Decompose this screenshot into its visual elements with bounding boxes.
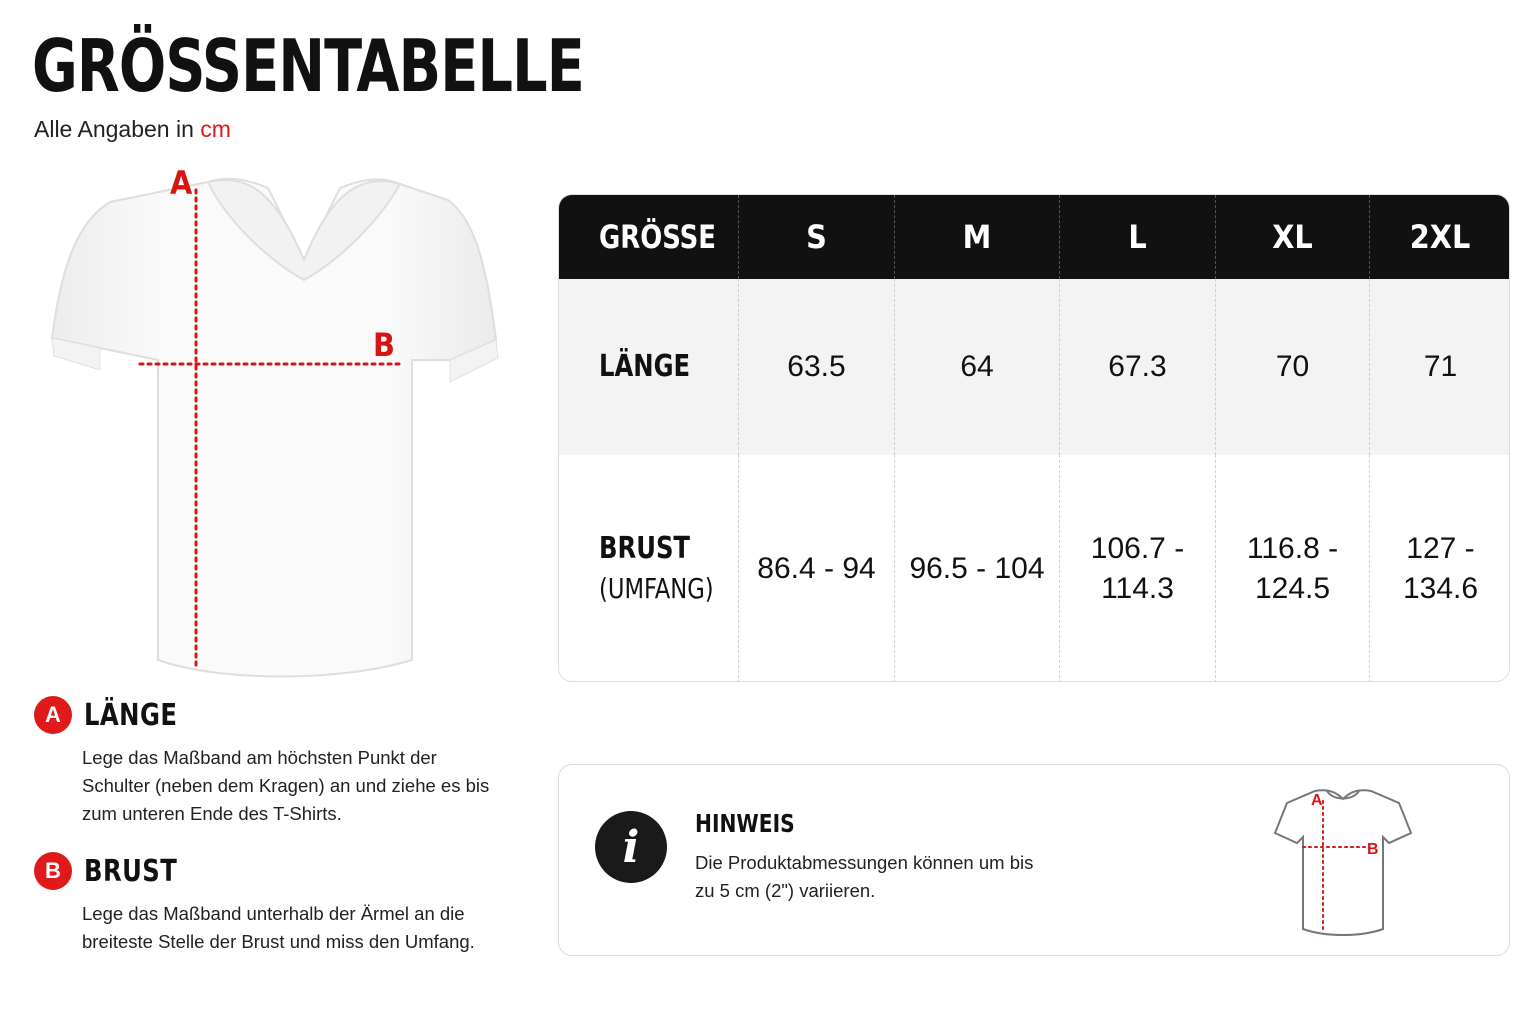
table-row (559, 279, 1510, 455)
table-cell: 63.5 (739, 279, 895, 455)
table-header-cell: L (1060, 195, 1216, 279)
hint-title: HINWEIS (695, 809, 795, 838)
row-label-text (599, 529, 714, 609)
row-label-sub: (UMFANG) (599, 572, 714, 605)
legend-title: BRUST (84, 853, 178, 889)
subtitle-text: Alle Angaben in (34, 116, 194, 142)
badge-a: A (34, 696, 72, 734)
mini-label-b: B (1367, 841, 1379, 858)
table-header-cell: S (739, 195, 895, 279)
table-header-cell: M (895, 195, 1060, 279)
legend-length (34, 696, 504, 828)
table-cell: 71 (1423, 350, 1458, 383)
page-title: GRÖSSENTABELLE (32, 24, 584, 108)
subtitle (34, 116, 231, 143)
measure-label-a: A (170, 164, 193, 202)
badge-b: B (34, 852, 72, 890)
table-header-cell: GRÖSSE (559, 195, 739, 279)
table-cell: 106.7 - 114.3 (1060, 455, 1216, 682)
row-label-main: BRUST (599, 531, 691, 566)
info-icon: i (595, 811, 667, 883)
table-cell: 96.5 - 104 (895, 455, 1060, 682)
table-cell: 64 (895, 279, 1060, 455)
table-cell: 67.3 (1060, 279, 1216, 455)
table-row (559, 455, 1510, 682)
table-header-cell: XL (1216, 195, 1370, 279)
legend-title: LÄNGE (84, 697, 178, 733)
measure-label-b: B (373, 326, 395, 364)
legend-description: Lege das Maßband unterhalb der Ärmel an die breiteste Stelle der Brust und miss den Umfang. (82, 903, 475, 952)
legend-description: Lege das Maßband am höchsten Punkt der Schulter (neben dem Kragen) an und ziehe es bis zum unteren Ende des T-Shirts. (82, 747, 490, 824)
tshirt-illustration (40, 160, 510, 685)
table-cell: 127 - 134.6 (1402, 532, 1479, 605)
table-cell: 70 (1216, 279, 1370, 455)
hint-card (558, 764, 1510, 956)
tshirt-icon (40, 160, 510, 685)
mini-label-a: A (1311, 792, 1323, 809)
table-header-cell: 2XL (1370, 195, 1510, 279)
row-label (559, 279, 739, 455)
mini-tshirt-icon (1271, 781, 1415, 941)
table-header-row (559, 195, 1510, 279)
hint-text: Die Produktabmessungen können um bis zu 5 cm (2") variieren. (695, 852, 1034, 901)
table-cell: 116.8 - 124.5 (1216, 455, 1370, 682)
unit-label: cm (200, 116, 231, 142)
table-cell: 86.4 - 94 (739, 455, 895, 682)
size-table (558, 194, 1510, 682)
row-label (559, 455, 739, 682)
row-label-text: LÄNGE (599, 349, 691, 384)
legend-chest (34, 852, 504, 956)
